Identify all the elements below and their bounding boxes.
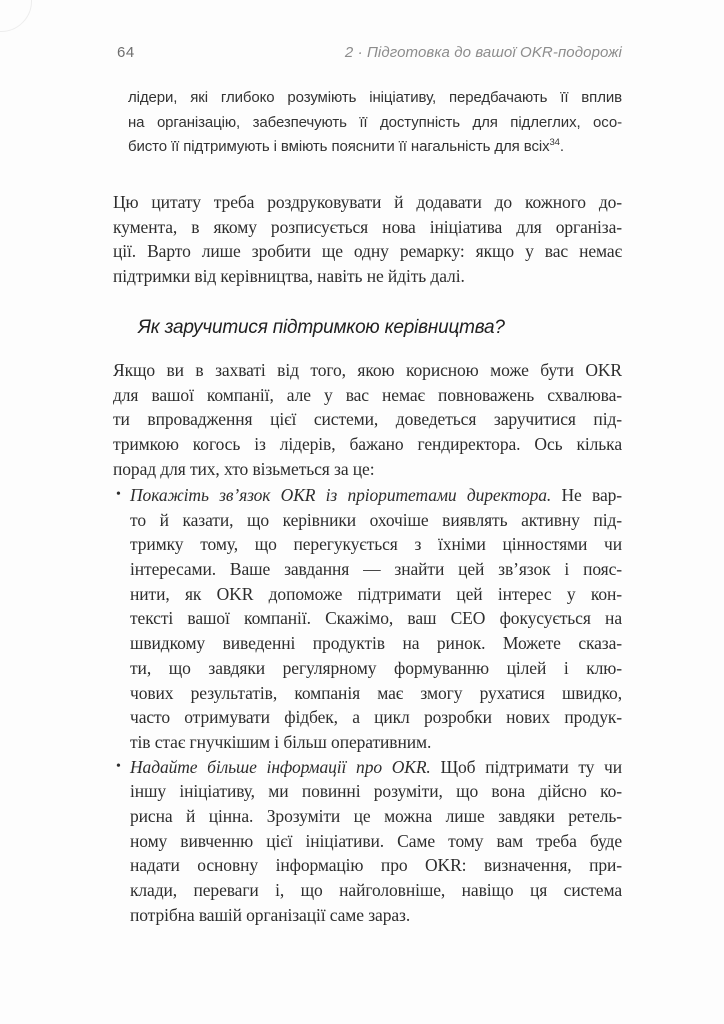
section-heading: Як заручитися підтримкою керівництва?: [138, 317, 505, 338]
quote-line: лідери, які глибоко розуміють ініціативу, передбачають її вплив: [128, 89, 622, 106]
bullet-line: потрібна вашій організації саме зараз.: [130, 904, 411, 925]
bullet-line: то й казати, що керівники охочіше виявлять активну під-: [130, 509, 622, 530]
bullet-icon: •: [116, 758, 121, 774]
bullet-line: клади, переваги і, що найголовніше, навіщо ця система: [130, 880, 622, 900]
bullet-line-text: Не вар-: [551, 485, 623, 505]
bullet-line: нити, як OKR допоможе підтримати цей інтерес у кон-: [130, 583, 622, 604]
bullet-line: чових результатів, компанія має змогу рухатися швидко,: [130, 682, 622, 703]
body-line: для вашої компанії, але у вас немає повноважень схвалюва-: [113, 384, 622, 405]
bullet-line: рисна й цінна. Зрозуміти це можна лише завдяки ретель-: [130, 805, 622, 826]
quote-line-period: .: [559, 138, 564, 156]
body-line: ти впровадження цієї системи, доведеться заручитися під-: [113, 409, 622, 430]
bullet-line: тів стає гнучкішим і більш оперативним.: [130, 731, 432, 752]
body-line: підтримки від керівництва, навіть не йдіть далі.: [113, 266, 465, 287]
bullet-line: [130, 755, 622, 780]
bullet-line: [130, 483, 622, 508]
bullet-line: ному вивченню цієї ініціативи. Саме тому вам треба буде: [130, 830, 622, 851]
paragraph: [113, 190, 622, 289]
quote-line: на організацію, забезпечують її доступність для підлеглих, осо-: [128, 113, 622, 131]
body-line: ції. Варто лише зробити ще одну ремарку: якщо у вас немає: [113, 241, 622, 262]
bullet-lead-italic: Надайте більше інформації про OKR.: [130, 756, 431, 777]
page-corner-curve: [0, 0, 32, 32]
bullet-line: інтересами. Ваше завдання — знайти цей зв’язок і пояс-: [130, 559, 622, 580]
bullet-line: іншу ініціативу, ми повинні розуміти, що вона дійсно ко-: [130, 781, 622, 802]
list-item: [116, 483, 623, 755]
bullet-line: швидкому виведенні продуктів на ринок. Можете сказа-: [130, 633, 622, 654]
page-number: 64: [117, 44, 135, 61]
footnote-reference: 34: [549, 137, 560, 149]
paragraph: [113, 358, 622, 481]
quote-line: [128, 135, 622, 160]
list-item: [116, 755, 622, 928]
bullet-list: [116, 483, 623, 927]
running-header: 2 · Підготовка до вашої OKR-подорожі: [344, 44, 622, 61]
quote-line-text: бисто її підтримують і вміють пояснити її нагальність для всіх: [128, 138, 550, 156]
bullet-line: ти, що завдяки регулярному формуванню цілей і клю-: [130, 657, 622, 678]
body-line: Якщо ви в захваті від того, якою корисною може бути OKR: [113, 360, 622, 380]
bullet-line: тримку тому, що перегукується з їхніми цінностями чи: [130, 534, 622, 555]
bullet-line: тексті вашої компанії. Скажімо, ваш CEO фокусується на: [130, 608, 622, 629]
body-line: Цю цитату треба роздруковувати й додавати до кожного до-: [113, 192, 622, 212]
bullet-line: часто отримувати фідбек, а цикл розробки нових продук-: [130, 707, 622, 728]
body-line: порад для тих, хто візьметься за це:: [113, 458, 375, 479]
bullet-line: надати основну інформацію про OKR: визначення, при-: [130, 855, 622, 876]
bullet-line-text: Щоб підтримати ту чи: [430, 756, 622, 777]
blockquote: [128, 86, 622, 160]
bullet-lead-italic: Покажіть зв’язок OKR із пріоритетами директора.: [130, 485, 552, 505]
body-line: тримкою когось із лідерів, бажано гендиректора. Ось кілька: [113, 434, 622, 455]
body-line: кумента, в якому розписується нова ініціатива для організа-: [113, 216, 622, 237]
bullet-icon: •: [116, 487, 121, 502]
